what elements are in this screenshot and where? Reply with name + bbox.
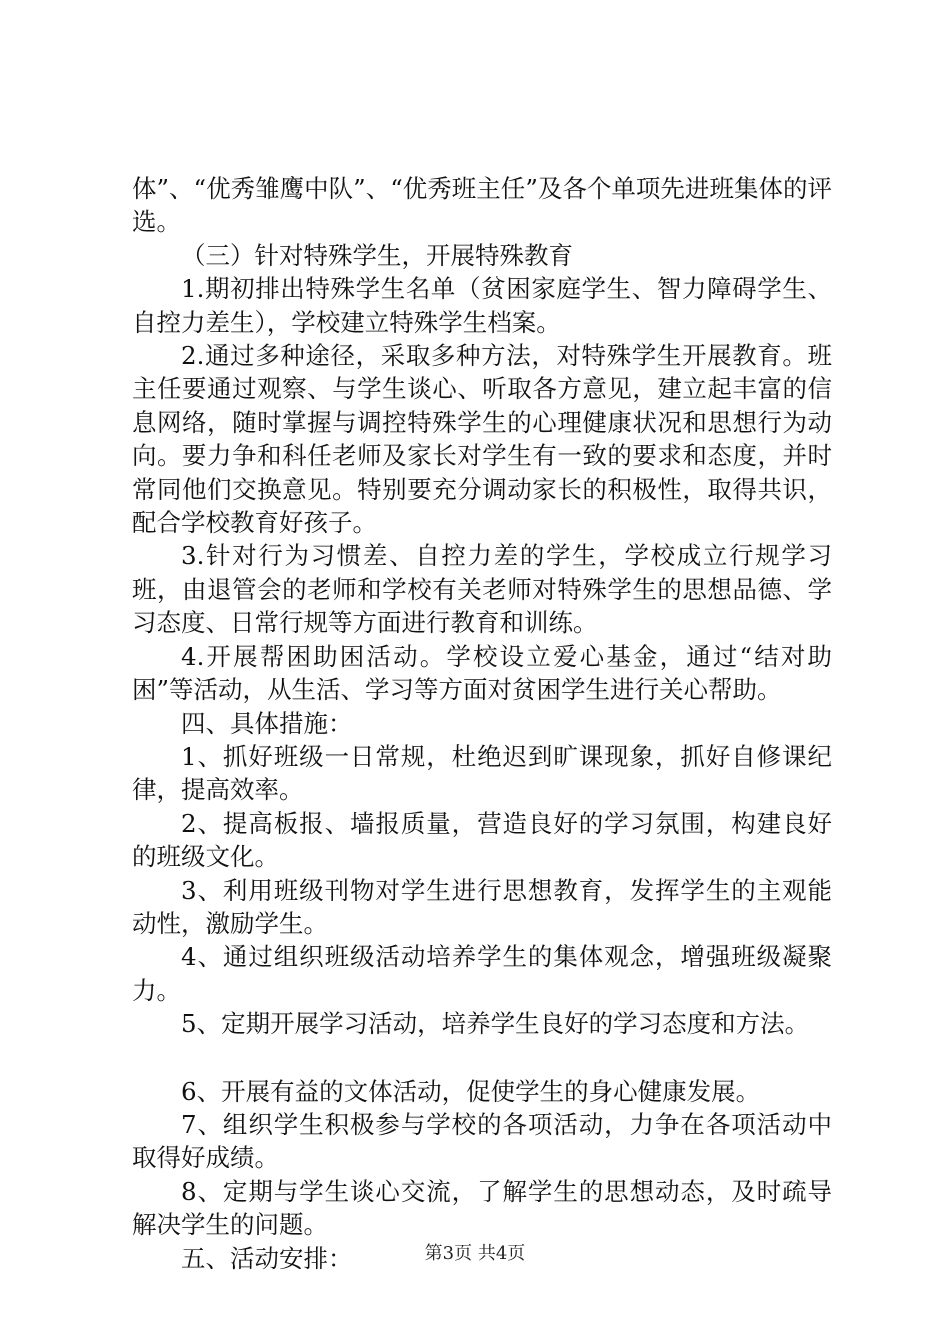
- page-number-footer: 第3页 共4页: [424, 1243, 526, 1264]
- measure-item-8: 8、定期与学生谈心交流，了解学生的思想动态，及时疏导解决学生的问题。: [132, 1176, 832, 1240]
- measure-item-7: 7、组织学生积极参与学校的各项活动，力争在各项活动中取得好成绩。: [132, 1109, 832, 1173]
- measure-item-2: 2、提高板报、墙报质量，营造良好的学习氛围，构建良好的班级文化。: [132, 808, 832, 872]
- measure-item-6: 6、开展有益的文体活动，促使学生的身心健康发展。: [181, 1076, 761, 1106]
- paragraph-item-3: 3.针对行为习惯差、自控力差的学生，学校成立行规学习班，由退管会的老师和学校有关老师对特殊学生的思想品德、学习态度、日常行规等方面进行教育和训练。: [132, 541, 832, 638]
- document-body: [132, 172, 832, 1275]
- paragraph-item-1: 1.期初排出特殊学生名单（贫困家庭学生、智力障碍学生、自控力差生），学校建立特殊学生档案。: [132, 274, 832, 337]
- paragraph-continuation: 体”、“优秀雏鹰中队”、“优秀班主任”及各个单项先进班集体的评选。: [132, 174, 832, 237]
- paragraph-item-4: 4.开展帮困助困活动。学校设立爱心基金，通过“结对助困”等活动，从生活、学习等方面对贫困学生进行关心帮助。: [132, 641, 832, 705]
- measure-item-1: 1、抓好班级一日常规，杜绝迟到旷课现象，抓好自修课纪律，提高效率。: [132, 741, 832, 805]
- section-heading-activities: 五、活动安排：: [181, 1243, 353, 1273]
- measure-item-5: 5、定期开展学习活动，培养学生良好的学习态度和方法。: [181, 1009, 810, 1039]
- section-heading-special-education: （三）针对特殊学生，开展特殊教育: [181, 240, 573, 270]
- paragraph-item-2: 2.通过多种途径，采取多种方法，对特殊学生开展教育。班主任要通过观察、与学生谈心、听取各方意见，建立起丰富的信息网络，随时掌握与调控特殊学生的心理健康状况和思想行为动向。要力争和科任老师及家长对学生有一致的要求和态度，并时常同他们交换意见。特别要充分调动家长的积极性，取得共识，配合学校教育好孩子。: [132, 341, 832, 538]
- measure-item-4: 4、通过组织班级活动培养学生的集体观念，增强班级凝聚力。: [132, 942, 832, 1005]
- section-heading-measures: 四、具体措施：: [181, 708, 353, 738]
- measure-item-3: 3、利用班级刊物对学生进行思想教育，发挥学生的主观能动性，激励学生。: [132, 875, 832, 938]
